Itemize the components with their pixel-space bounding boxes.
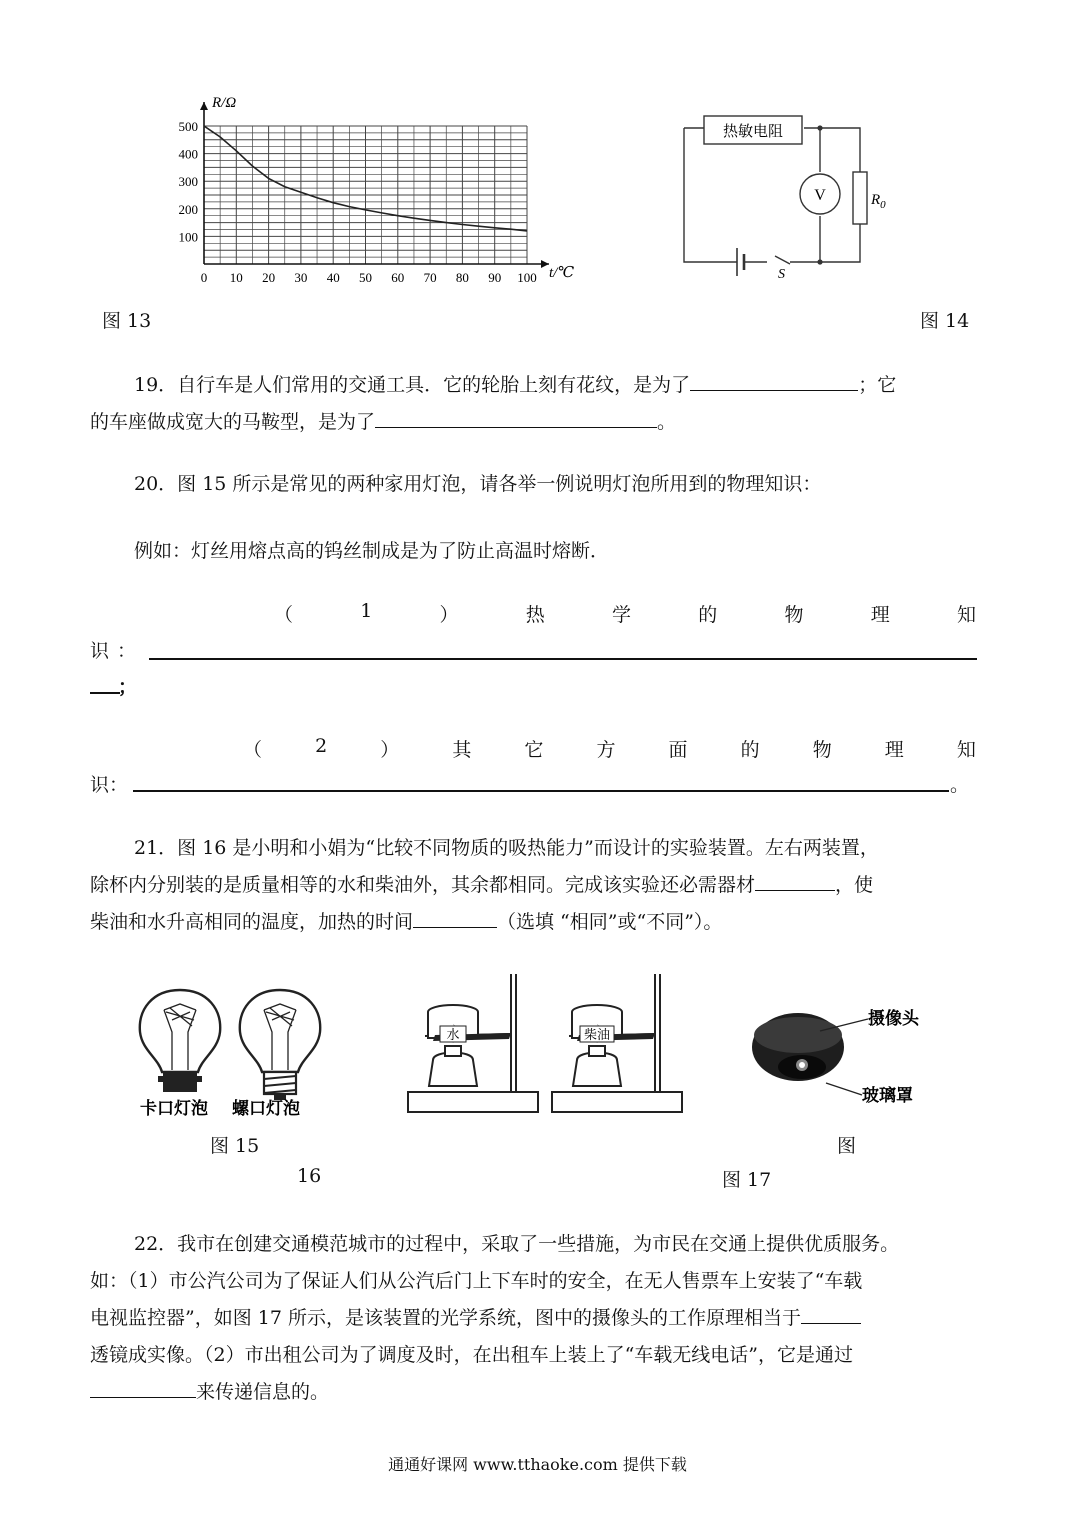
figure-14-caption: 图 14 — [920, 310, 970, 332]
water-label: 水 — [446, 1027, 460, 1042]
bayonet-bulb-glass — [140, 990, 220, 1072]
q22-line5: 来传递信息的。 — [196, 1381, 330, 1403]
x-axis-label: t/℃ — [549, 265, 575, 281]
camera-label: 摄像头 — [868, 1009, 919, 1028]
q20-part2-char: 面 — [668, 739, 688, 761]
right-base — [552, 1092, 682, 1112]
screw-bulb-label: 螺口灯泡 — [232, 1099, 300, 1118]
q21-line2-end: ，使 — [835, 874, 874, 896]
q21-blank-2[interactable] — [413, 905, 497, 928]
q20-part2-char: 理 — [884, 739, 904, 761]
q20-part1-char: ） — [439, 604, 459, 626]
figure-16-caption: 16 — [297, 1165, 322, 1187]
x-tick-label: 20 — [262, 270, 276, 285]
x-tick-labels — [201, 270, 537, 285]
q20-part2-char: 知 — [956, 739, 976, 761]
y-axis-arrow — [200, 102, 208, 110]
switch-label: S — [778, 267, 785, 282]
q20-part1-char: 物 — [784, 604, 804, 626]
figure-17-caption: 图 17 — [722, 1169, 772, 1191]
q20-part2-char: 物 — [812, 739, 832, 761]
thermistor-label: 热敏电阻 — [722, 124, 784, 140]
y-tick-label: 200 — [178, 201, 198, 217]
x-tick-label: 10 — [229, 270, 243, 285]
question-20-example — [90, 533, 978, 570]
q22-blank-1[interactable] — [801, 1301, 861, 1324]
x-tick-label: 70 — [423, 270, 437, 285]
q20-part2-char: 它 — [524, 739, 544, 761]
q19-blank-1[interactable] — [690, 368, 858, 391]
q22-blank-2[interactable] — [90, 1375, 196, 1398]
q21-line1: 21．图 16 是小明和小娟为“比较不同物质的吸热能力”而设计的实验装置。左右两装置， — [134, 837, 879, 859]
figure-17-caption-part: 图 — [837, 1135, 857, 1157]
q19-line2: 的车座做成宽大的马鞍型，是为了 — [90, 411, 376, 433]
voltmeter-symbol: V — [814, 187, 826, 204]
q20-part1-char: 的 — [698, 604, 718, 626]
q20-part1-char: 理 — [870, 604, 890, 626]
oil-label: 柴油 — [583, 1027, 611, 1042]
y-tick-labels — [179, 119, 199, 244]
question-19 — [90, 367, 978, 441]
q19-line1-end: ；它 — [858, 374, 897, 396]
y-tick-label: 100 — [178, 229, 198, 245]
q20-part2-char: 的 — [740, 739, 760, 761]
q20-part1-char: （ — [274, 604, 294, 626]
q20-intro-text: 20．图 15 所示是常见的两种家用灯泡，请各举一例说明灯泡所用到的物理知识： — [134, 473, 822, 495]
q22-line3: 电视监控器”，如图 17 所示，是该装置的光学系统，图中的摄像头的工作原理相当于 — [90, 1307, 801, 1329]
q22-line2: 如：（1）市公汽公司为了保证人们从公汽后门上下车时的安全，在无人售票车上安装了“车载 — [90, 1270, 863, 1292]
q21-line3-end: （选填 “相同”或“不同”）。 — [497, 911, 723, 933]
x-tick-label: 80 — [455, 270, 469, 285]
q19-line2-end: 。 — [657, 411, 677, 433]
screw-bulb-glass — [240, 990, 320, 1072]
q20-example-text: 例如：灯丝用熔点高的钨丝制成是为了防止高温时熔断． — [134, 540, 610, 562]
q20-part2-end: 。 — [950, 774, 970, 796]
x-tick-label: 90 — [488, 270, 502, 285]
x-tick-label: 0 — [200, 270, 208, 285]
q20-part2-char: （ — [243, 739, 263, 761]
page-footer: 通通好课网 www.tthaoke.com 提供下载 — [388, 1455, 687, 1474]
figure-15-caption: 图 15 — [210, 1135, 260, 1157]
question-21 — [90, 830, 978, 941]
y-tick-label: 400 — [178, 146, 198, 162]
x-axis-arrow — [541, 260, 549, 268]
q20-part2-char: 其 — [452, 739, 472, 761]
q21-line2: 除杯内分别装的是质量相等的水和柴油外，其余都相同。完成该实验还必需器材 — [90, 874, 756, 896]
q20-blank-2[interactable] — [133, 790, 949, 792]
q20-blank-1-continuation[interactable] — [90, 692, 120, 694]
q20-part1-tail: 识： — [90, 640, 145, 662]
q22-line1: 22．我市在创建交通模范城市的过程中，采取了一些措施，为市民在交通上提供优质服务。 — [134, 1233, 900, 1255]
question-22 — [90, 1226, 978, 1411]
q20-part2-tail: 识： — [90, 774, 129, 796]
q21-line3: 柴油和水升高相同的温度，加热的时间 — [90, 911, 414, 933]
q19-blank-2[interactable] — [375, 405, 657, 428]
cover-label: 玻璃罩 — [862, 1086, 913, 1105]
figure-13-caption: 图 13 — [102, 310, 152, 332]
figure-16-apparatus — [405, 968, 695, 1120]
q20-part1-char: 热 — [525, 604, 545, 626]
q20-part2-char: ） — [380, 739, 400, 761]
x-tick-label: 100 — [517, 270, 537, 285]
bayonet-cap — [163, 1072, 197, 1092]
figure-15-bulbs — [130, 980, 330, 1120]
q20-blank-1[interactable] — [149, 658, 977, 660]
q20-part1-end: ； — [118, 676, 138, 698]
q20-part1-char: 学 — [612, 604, 632, 626]
q20-part2-char: 方 — [596, 739, 616, 761]
q19-line1: 19．自行车是人们常用的交通工具．它的轮胎上刻有花纹，是为了 — [134, 374, 691, 396]
resistor-label: $R_0$ — [871, 192, 886, 211]
q20-part2-char: 2 — [315, 735, 328, 757]
y-tick-label: 500 — [178, 119, 198, 134]
q22-line4: 透镜成实像。（2）市出租公司为了调度及时，在出租车上装上了“车载无线电话”，它是通过 — [90, 1344, 854, 1366]
x-tick-label: 50 — [359, 270, 372, 285]
chart-grid — [204, 126, 527, 264]
figure-17-camera — [750, 995, 960, 1110]
x-tick-label: 60 — [391, 270, 405, 285]
figure-14-circuit — [676, 110, 896, 285]
left-base — [408, 1092, 538, 1112]
q20-part1-char: 知 — [956, 604, 976, 626]
q20-part1-spread — [274, 600, 976, 627]
figure-13-chart — [160, 86, 600, 286]
q20-part2-spread — [243, 735, 976, 762]
y-tick-label: 300 — [178, 174, 198, 190]
x-tick-label: 30 — [294, 270, 308, 285]
x-tick-label: 40 — [326, 270, 340, 285]
question-20-intro — [90, 466, 978, 503]
q20-part1-char: 1 — [360, 600, 373, 622]
y-axis-label: R/Ω — [212, 95, 237, 111]
q21-blank-1[interactable] — [755, 868, 835, 891]
bayonet-bulb-label: 卡口灯泡 — [140, 1099, 208, 1118]
